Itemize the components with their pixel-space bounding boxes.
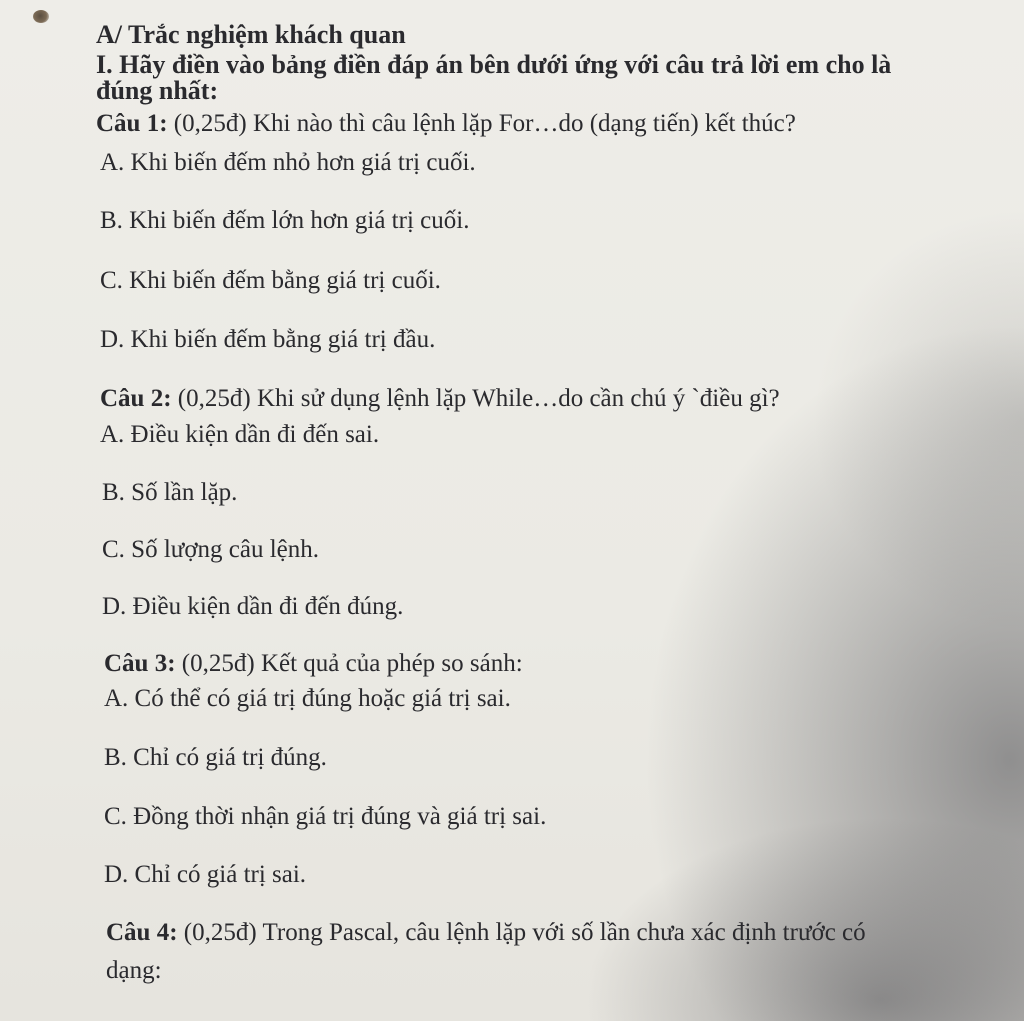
question-2-label: Câu 2: [100,385,172,412]
punch-hole [33,10,49,23]
question-4-text: (0,25đ) Trong Pascal, câu lệnh lặp với số lần chưa xác định trước có [177,919,866,946]
question-2-option-d: D. Điều kiện dần đi đến đúng. [102,593,404,620]
question-1-option-b: B. Khi biến đếm lớn hơn giá trị cuối. [100,207,470,234]
question-2-text: (0,25đ) Khi sử dụng lệnh lặp While…do cần chú ý `điều gì? [171,385,780,412]
question-1-option-a: A. Khi biến đếm nhỏ hơn giá trị cuối. [100,149,476,176]
question-4-continuation: dạng: [106,957,162,984]
question-4-stem [106,918,866,948]
question-2-option-c: C. Số lượng câu lệnh. [102,536,320,563]
question-3-option-d: D. Chỉ có giá trị sai. [104,861,307,888]
question-1-stem [96,109,796,139]
question-2-option-b: B. Số lần lặp. [102,479,238,506]
question-1-option-c: C. Khi biến đếm bằng giá trị cuối. [100,267,441,294]
question-3-stem [104,649,523,679]
question-3-option-a: A. Có thể có giá trị đúng hoặc giá trị sai. [104,685,511,712]
question-3-option-c: C. Đồng thời nhận giá trị đúng và giá trị sai. [104,803,547,830]
instruction-line-2: đúng nhất: [96,76,219,105]
question-3-text: (0,25đ) Kết quả của phép so sánh: [175,650,523,677]
question-4-label: Câu 4: [106,919,178,946]
question-2-stem [100,384,780,414]
question-2-option-a: A. Điều kiện dần đi đến sai. [100,421,380,448]
question-1-text: (0,25đ) Khi nào thì câu lệnh lặp For…do (dạng tiến) kết thúc? [167,110,796,137]
section-title: A/ Trắc nghiệm khách quan [96,20,406,49]
question-3-option-b: B. Chỉ có giá trị đúng. [104,744,327,771]
question-3-label: Câu 3: [104,650,176,677]
question-1-option-d: D. Khi biến đếm bằng giá trị đầu. [100,326,436,353]
instruction-line-1: I. Hãy điền vào bảng điền đáp án bên dưới ứng với câu trả lời em cho là [96,50,892,79]
question-1-label: Câu 1: [96,110,168,137]
